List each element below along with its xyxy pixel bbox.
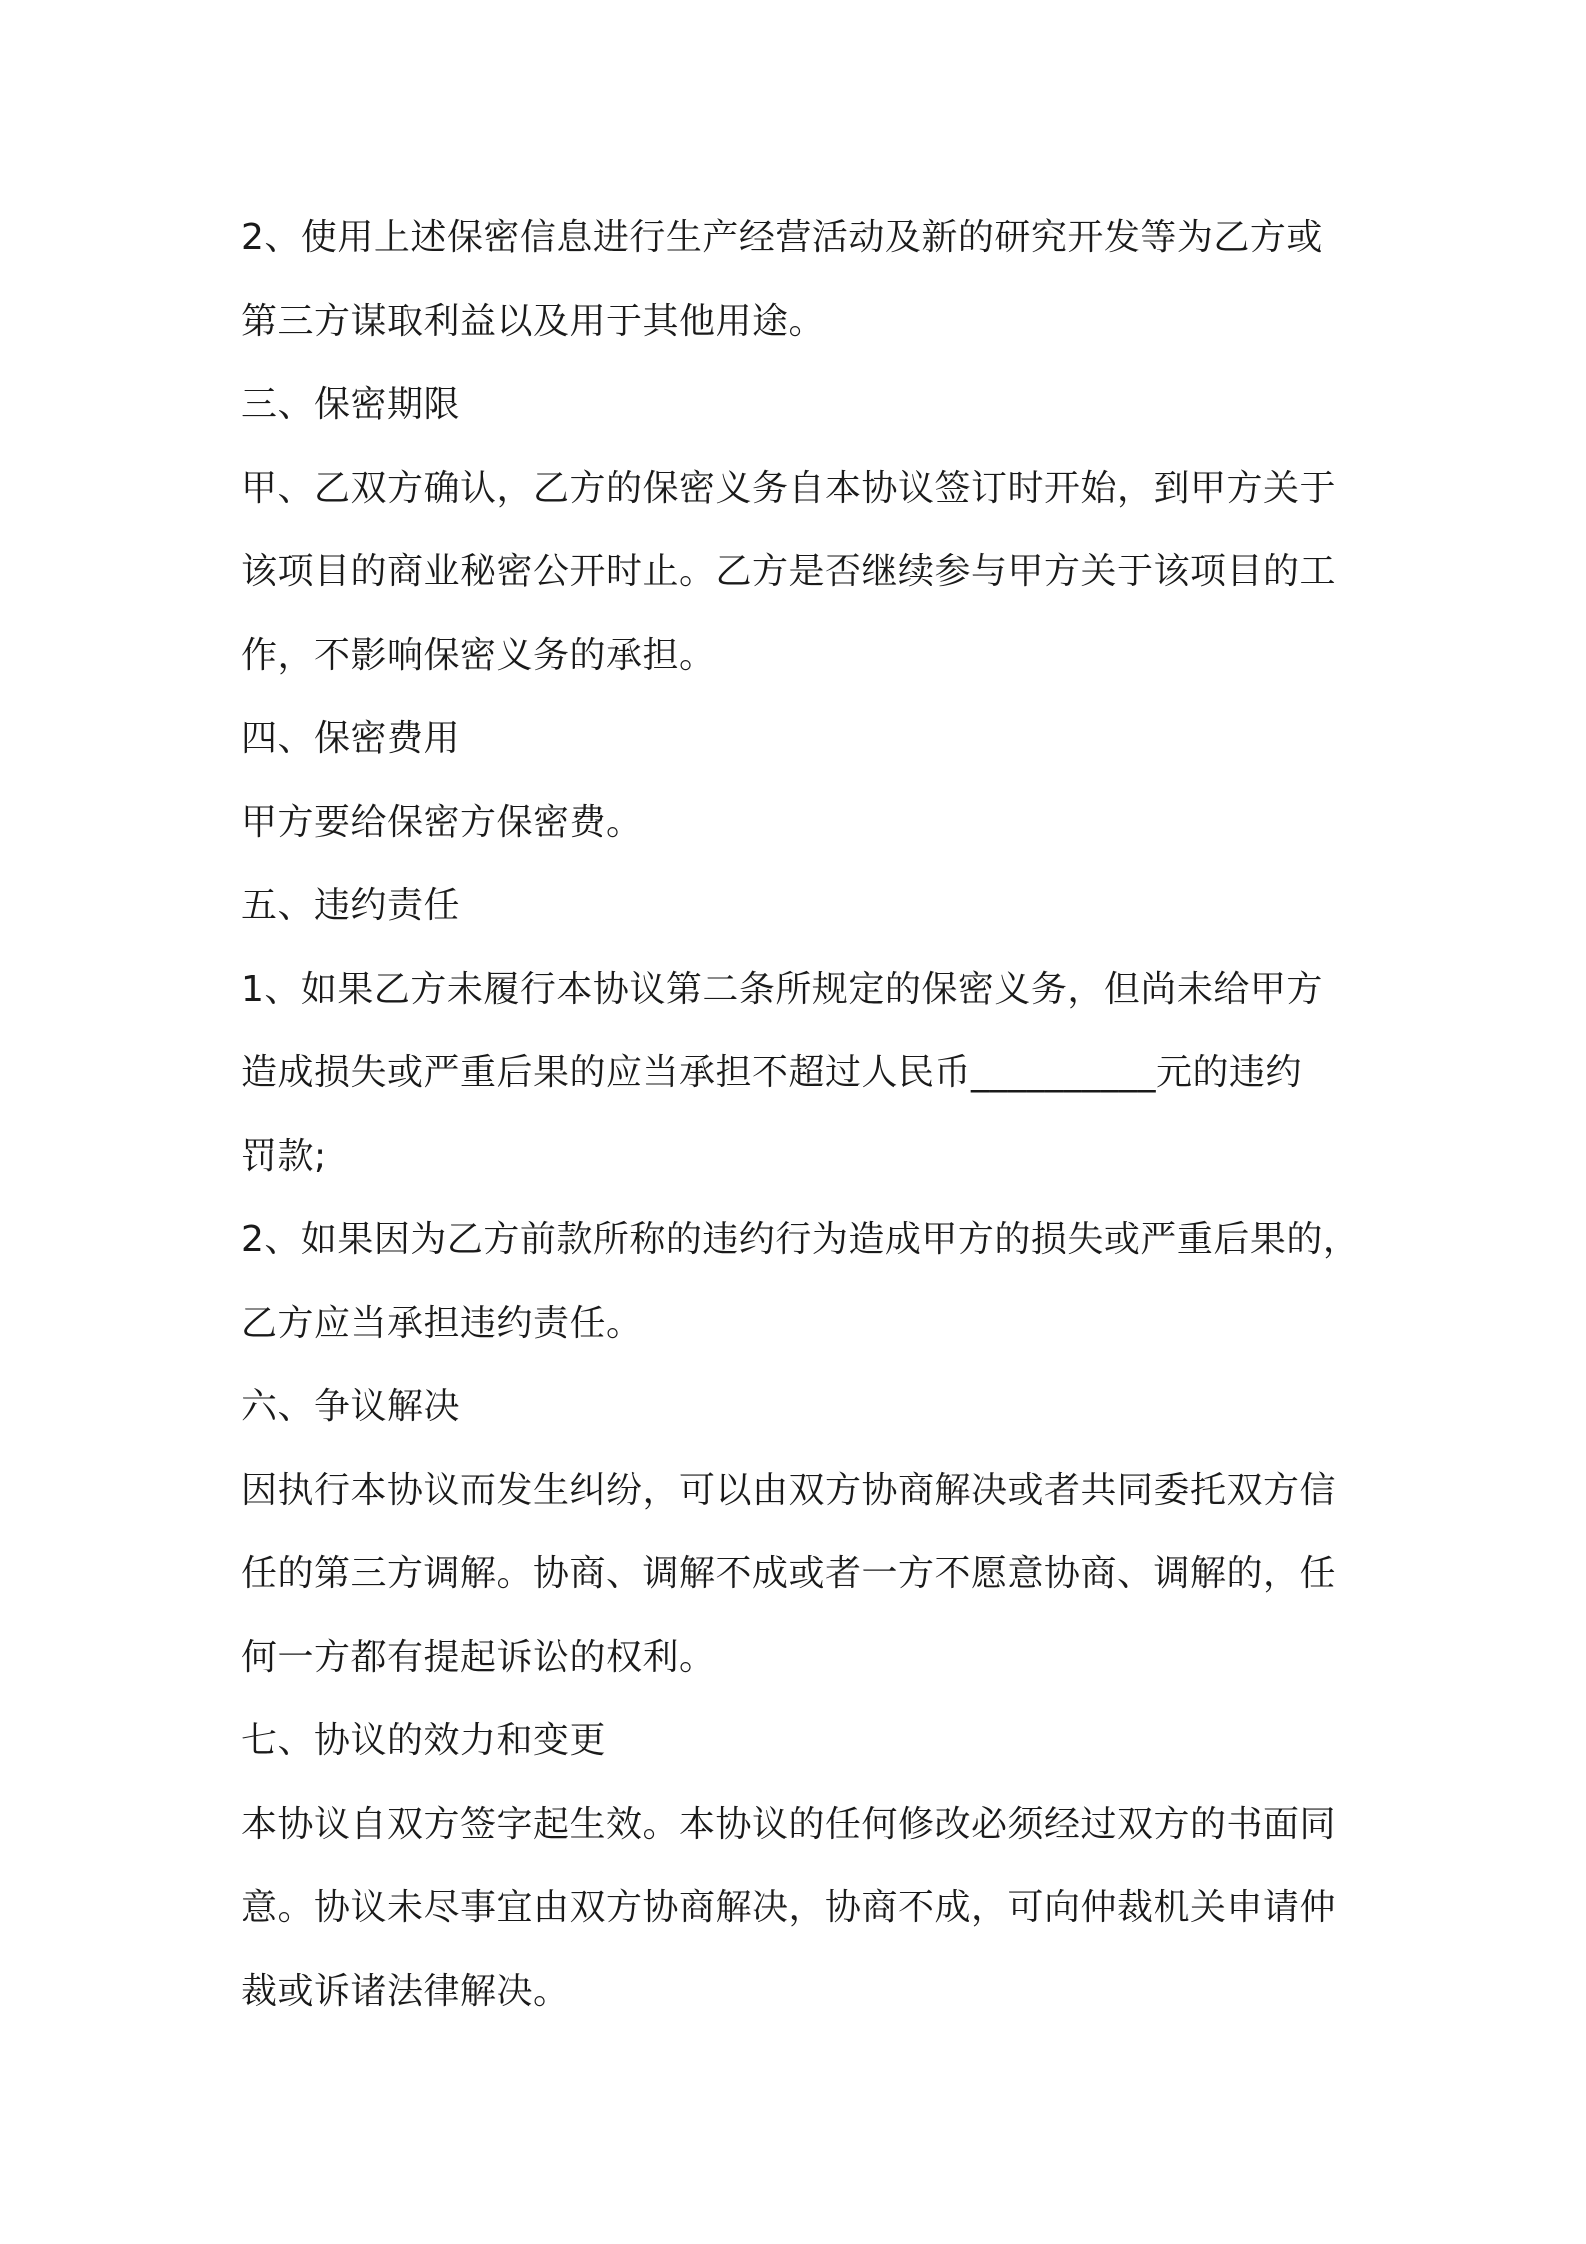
text-line: 2、如果因为乙方前款所称的违约行为造成甲方的损失或严重后果的， bbox=[241, 1219, 1360, 1260]
text-line: 第三方谋取利益以及用于其他用途。 bbox=[241, 300, 826, 342]
text-line: 任的第三方调解。协商、调解不成或者一方不愿意协商、调解的，任 bbox=[241, 1553, 1337, 1594]
text-line: 何一方都有提起诉讼的权利。 bbox=[241, 1636, 716, 1678]
paragraph bbox=[241, 1198, 1371, 1365]
text-line: 裁或诉诸法律解决。 bbox=[241, 1970, 570, 2012]
paragraph bbox=[241, 1449, 1371, 1700]
paragraph bbox=[241, 447, 1371, 698]
paragraph bbox=[241, 697, 1371, 781]
paragraph bbox=[241, 948, 1371, 1199]
paragraph bbox=[241, 196, 1371, 363]
paragraph bbox=[241, 1783, 1371, 2034]
text-line: 甲、乙双方确认，乙方的保密义务自本协议签订时开始，到甲方关于 bbox=[241, 467, 1337, 509]
paragraph bbox=[241, 781, 1371, 865]
text-line: 甲方要给保密方保密费。 bbox=[241, 801, 643, 843]
text-line: 该项目的商业秘密公开时止。乙方是否继续参与甲方关于该项目的工 bbox=[241, 551, 1337, 592]
text-line: 六、争议解决 bbox=[241, 1386, 461, 1427]
text-line: 四、保密费用 bbox=[241, 718, 461, 759]
paragraph bbox=[241, 1365, 1371, 1449]
text-line: 五、违约责任 bbox=[241, 885, 461, 926]
text-line: 七、协议的效力和变更 bbox=[241, 1720, 607, 1761]
text-line: 造成损失或严重后果的应当承担不超过人民币__________元的违约 bbox=[241, 1052, 1303, 1093]
text-line: 本协议自双方签字起生效。本协议的任何修改必须经过双方的书面同 bbox=[241, 1803, 1337, 1845]
text-line: 罚款; bbox=[241, 1135, 327, 1177]
text-line: 1、如果乙方未履行本协议第二条所规定的保密义务，但尚未给甲方 bbox=[241, 968, 1323, 1010]
text-line: 2、使用上述保密信息进行生产经营活动及新的研究开发等为乙方或 bbox=[241, 217, 1323, 258]
text-line: 三、保密期限 bbox=[241, 384, 461, 425]
paragraph bbox=[241, 1699, 1371, 1783]
paragraph bbox=[241, 363, 1371, 447]
text-line: 作，不影响保密义务的承担。 bbox=[241, 634, 716, 676]
text-line: 因执行本协议而发生纠纷，可以由双方协商解决或者共同委托双方信 bbox=[241, 1469, 1337, 1511]
text-line: 乙方应当承担违约责任。 bbox=[241, 1302, 643, 1344]
paragraph bbox=[241, 864, 1371, 948]
text-line: 意。协议未尽事宜由双方协商解决，协商不成，可向仲裁机关申请仲 bbox=[241, 1887, 1337, 1928]
document-body bbox=[241, 196, 1371, 2033]
